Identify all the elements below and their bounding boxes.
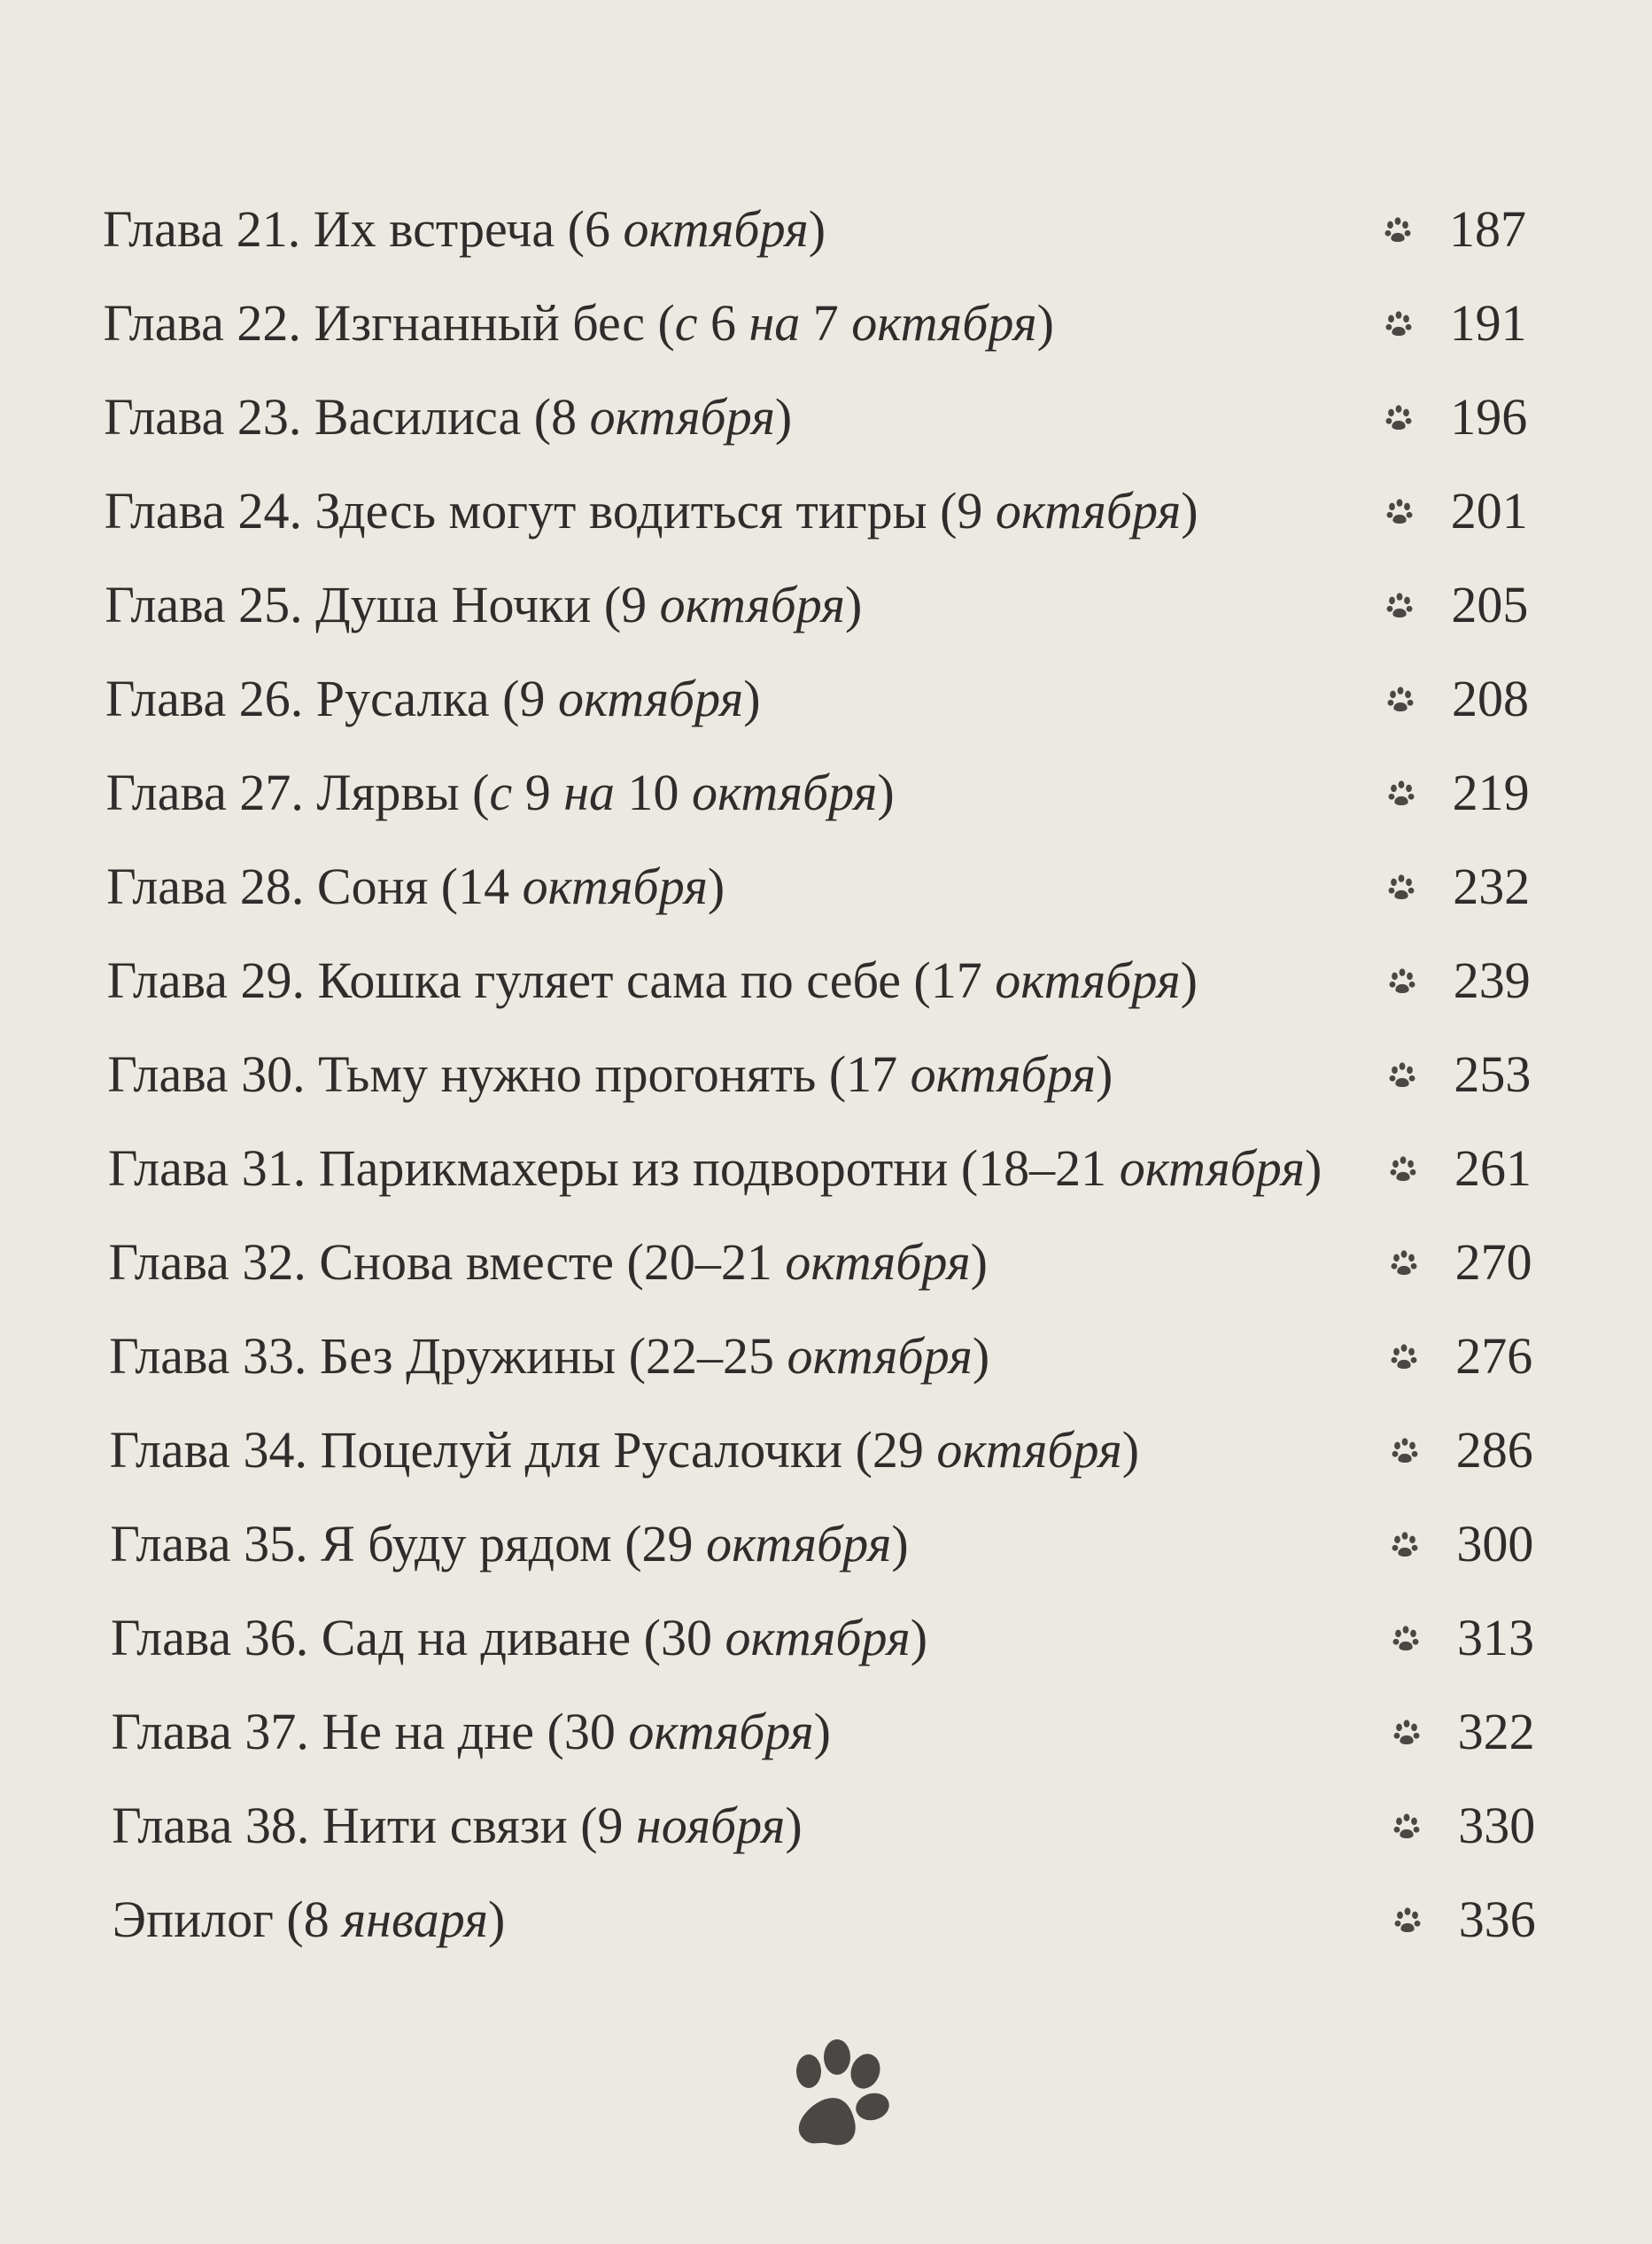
toc-page-number: 286 xyxy=(1455,1421,1533,1479)
toc-entry xyxy=(106,847,1559,927)
toc-entry-title xyxy=(103,190,826,269)
title-italic-part: октября xyxy=(692,764,878,821)
toc-page-number: 239 xyxy=(1453,951,1531,1009)
toc-entry-title xyxy=(104,283,1054,363)
title-italic-part: октября xyxy=(910,1045,1096,1103)
title-part: Глава 36. Сад на диване (30 xyxy=(111,1609,725,1666)
paw-print-icon xyxy=(1389,1223,1424,1302)
title-italic-part: января xyxy=(342,1891,488,1948)
title-part: ) xyxy=(1095,1045,1113,1103)
paw-print-icon xyxy=(1387,941,1423,1021)
paw-print-icon xyxy=(1392,1880,1428,1960)
toc-page-number: 276 xyxy=(1455,1327,1533,1385)
paw-print-icon xyxy=(1386,753,1422,833)
toc-entry-title xyxy=(105,471,1198,551)
toc-entry xyxy=(105,659,1558,739)
paw-print-icon xyxy=(1384,377,1419,457)
title-part: ) xyxy=(707,858,725,915)
title-italic-part: с xyxy=(674,294,698,352)
toc-entry xyxy=(107,941,1560,1021)
toc-page-number: 300 xyxy=(1456,1515,1534,1572)
title-italic-part: с xyxy=(489,764,513,821)
title-part: ) xyxy=(910,1609,928,1666)
title-italic-part: октября xyxy=(628,1703,814,1760)
title-part: Глава 30. Тьму нужно прогонять (17 xyxy=(107,1045,911,1103)
paw-print-icon xyxy=(1388,1129,1423,1208)
toc-entry xyxy=(105,565,1557,645)
toc-entry xyxy=(112,1692,1564,1772)
title-italic-part: октября xyxy=(851,294,1037,352)
title-italic-part: октября xyxy=(936,1421,1122,1479)
title-part: ) xyxy=(487,1891,506,1948)
title-part: Глава 32. Снова вместе (20–21 xyxy=(108,1233,786,1291)
title-italic-part: на xyxy=(563,764,616,821)
paw-print-icon xyxy=(1392,1692,1427,1772)
toc-page-number: 208 xyxy=(1452,670,1529,727)
toc-page-number: 322 xyxy=(1457,1703,1535,1760)
toc-entry-title xyxy=(106,847,725,927)
title-italic-part: октября xyxy=(725,1609,911,1666)
toc-entry-title xyxy=(111,1598,927,1678)
toc-entry-title xyxy=(107,1035,1113,1114)
toc-entry xyxy=(105,471,1557,551)
toc-page-number: 313 xyxy=(1457,1609,1534,1666)
paw-print-icon xyxy=(1390,1410,1425,1490)
title-italic-part: октября xyxy=(1119,1139,1305,1197)
title-part: 6 xyxy=(697,294,749,352)
title-part: ) xyxy=(774,388,793,446)
title-part: Глава 35. Я буду рядом (29 xyxy=(110,1515,707,1572)
paw-print-icon xyxy=(1384,471,1420,551)
title-part: ) xyxy=(743,670,761,727)
toc-entry-title xyxy=(107,941,1198,1021)
paw-print-icon xyxy=(1385,659,1421,739)
title-italic-part: октября xyxy=(995,951,1181,1009)
toc-page-number: 270 xyxy=(1454,1233,1532,1291)
toc-entry-title xyxy=(112,1692,831,1772)
title-italic-part: на xyxy=(748,294,801,352)
title-italic-part: октября xyxy=(706,1515,892,1572)
title-italic-part: октября xyxy=(557,670,744,727)
toc-entry xyxy=(106,753,1559,833)
title-part: ) xyxy=(1180,951,1198,1009)
title-part: 10 xyxy=(615,764,693,821)
title-part: Эпилог (8 xyxy=(112,1891,343,1948)
title-part: ) xyxy=(1036,294,1054,352)
toc-entry xyxy=(112,1880,1565,1960)
toc-entry-title xyxy=(112,1786,803,1866)
title-part: Глава 38. Нити связи (9 xyxy=(112,1797,637,1854)
paw-print-icon xyxy=(1383,190,1418,269)
paw-print-icon xyxy=(1391,1598,1426,1678)
toc-entry-title xyxy=(105,659,761,739)
title-part: Глава 34. Поцелуй для Русалочки (29 xyxy=(109,1421,937,1479)
toc-page-number: 205 xyxy=(1451,576,1529,633)
title-part: Глава 31. Парикмахеры из подворотни (18–21 xyxy=(108,1139,1120,1197)
title-part: Глава 33. Без Дружины (22–25 xyxy=(109,1327,787,1385)
toc-entry xyxy=(110,1410,1563,1490)
title-part: ) xyxy=(891,1515,909,1572)
title-italic-part: октября xyxy=(787,1327,973,1385)
toc-page-number: 336 xyxy=(1458,1891,1536,1948)
toc-entry-title xyxy=(108,1129,1322,1208)
title-part: ) xyxy=(785,1797,803,1854)
toc-page-number: 196 xyxy=(1450,388,1528,446)
toc-entry xyxy=(108,1129,1561,1208)
title-part: ) xyxy=(808,200,826,258)
toc-entry-title xyxy=(110,1410,1139,1490)
title-part: Глава 37. Не на дне (30 xyxy=(111,1703,629,1760)
title-part: Глава 27. Лярвы ( xyxy=(105,764,490,821)
title-part: Глава 23. Василиса (8 xyxy=(104,388,590,446)
paw-print-icon xyxy=(1384,565,1420,645)
title-part: ) xyxy=(970,1233,988,1291)
toc-page-number: 219 xyxy=(1452,764,1530,821)
toc-entry-title xyxy=(105,565,862,645)
title-italic-part: ноября xyxy=(636,1797,786,1854)
title-part: Глава 22. Изгнанный бес ( xyxy=(103,294,675,352)
toc-entry xyxy=(109,1316,1562,1396)
paw-print-icon xyxy=(1392,1786,1427,1866)
toc-page-number: 261 xyxy=(1454,1139,1532,1197)
toc-entry xyxy=(110,1504,1563,1584)
toc-page-number: 201 xyxy=(1450,482,1528,540)
toc-entry xyxy=(112,1786,1564,1866)
toc-entry xyxy=(104,377,1556,457)
paw-print-icon xyxy=(1384,283,1419,363)
toc-page-number: 191 xyxy=(1449,294,1527,352)
toc-entry xyxy=(111,1598,1563,1678)
toc-entry-title xyxy=(110,1504,908,1584)
title-part: Глава 21. Их встреча (6 xyxy=(103,200,624,258)
title-italic-part: октября xyxy=(995,482,1182,540)
toc-entry-title xyxy=(109,1316,989,1396)
title-part: Глава 26. Русалка (9 xyxy=(105,670,558,727)
title-part: 7 xyxy=(800,294,852,352)
toc-page-number: 253 xyxy=(1454,1045,1532,1103)
toc-page-number: 330 xyxy=(1458,1797,1536,1854)
paw-print-icon xyxy=(1386,847,1422,927)
title-part: ) xyxy=(877,764,895,821)
paw-print-icon xyxy=(784,2038,890,2153)
title-part: ) xyxy=(972,1327,990,1385)
title-italic-part: октября xyxy=(623,200,809,258)
paw-print-icon xyxy=(1389,1316,1424,1396)
paw-print-icon xyxy=(1387,1035,1423,1114)
title-part: Глава 24. Здесь могут водиться тигры (9 xyxy=(104,482,996,540)
paw-print-icon xyxy=(1390,1504,1425,1584)
title-part: 9 xyxy=(512,764,564,821)
title-part: Глава 28. Соня (14 xyxy=(106,858,523,915)
title-italic-part: октября xyxy=(522,858,708,915)
toc-entry xyxy=(107,1035,1560,1114)
title-italic-part: октября xyxy=(659,576,845,633)
toc-entry-title xyxy=(109,1223,988,1302)
title-part: ) xyxy=(813,1703,831,1760)
toc-entry xyxy=(104,283,1556,363)
title-part: ) xyxy=(1304,1139,1322,1197)
title-part: ) xyxy=(1121,1421,1140,1479)
toc-entry-title xyxy=(104,377,792,457)
toc-entry xyxy=(109,1223,1562,1302)
toc-entry xyxy=(103,190,1555,269)
title-italic-part: октября xyxy=(785,1233,971,1291)
toc-entry-title xyxy=(106,753,895,833)
toc-page-number: 187 xyxy=(1449,200,1526,258)
title-part: Глава 25. Душа Ночки (9 xyxy=(105,576,660,633)
toc-entry-title xyxy=(112,1880,505,1960)
title-part: Глава 29. Кошка гуляет сама по себе (17 xyxy=(106,951,996,1009)
toc-page-number: 232 xyxy=(1453,858,1531,915)
title-part: ) xyxy=(844,576,863,633)
title-italic-part: октября xyxy=(589,388,775,446)
title-part: ) xyxy=(1181,482,1198,540)
